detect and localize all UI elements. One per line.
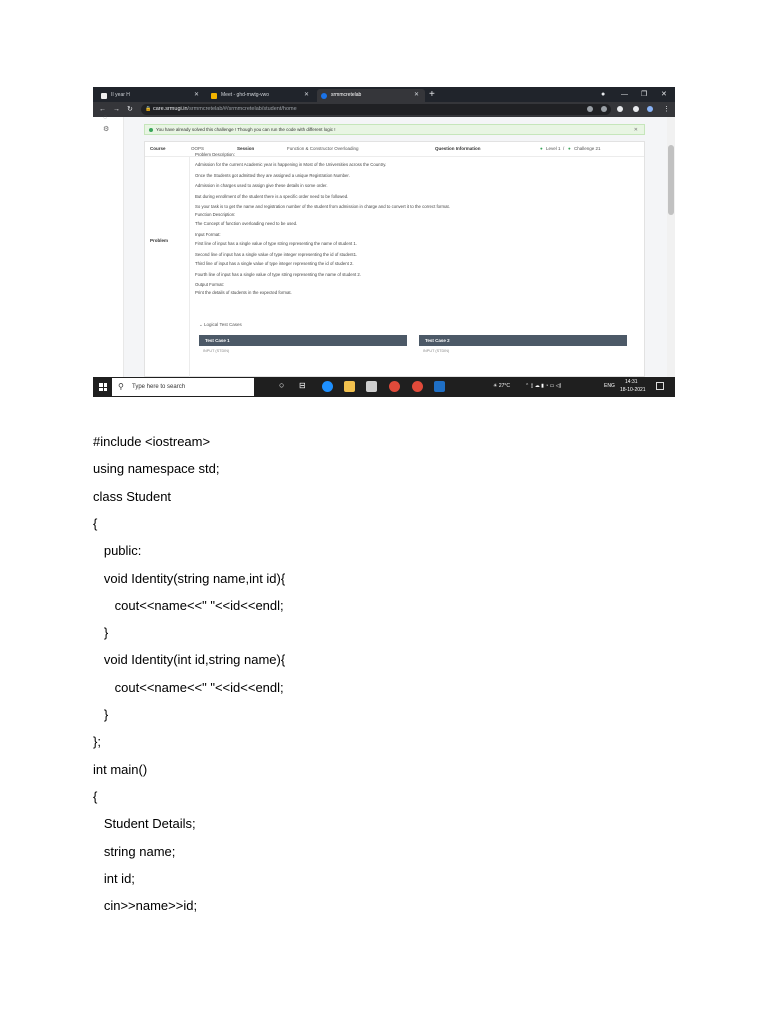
task-view-icon[interactable]: ⊟ bbox=[299, 381, 306, 390]
chrome-icon-2[interactable] bbox=[412, 381, 423, 392]
problem-line: Input Format: bbox=[195, 232, 221, 237]
meet-favicon-icon bbox=[211, 93, 217, 99]
profile-icon[interactable]: ● bbox=[601, 91, 606, 98]
problem-line: Once the Students got admitted they are assigned a unique Registration Number. bbox=[195, 173, 350, 178]
minimize-icon[interactable]: — bbox=[621, 91, 628, 98]
code-line: void Identity(int id,string name){ bbox=[93, 652, 286, 668]
store-icon[interactable] bbox=[366, 381, 377, 392]
code-line: int id; bbox=[93, 870, 135, 886]
tab-label: Meet - ghd-mwtg-vwo bbox=[221, 92, 270, 98]
problem-line: Admission for the current Academic year is happening in Most of the Universities across the Country. bbox=[195, 162, 387, 167]
key-icon[interactable] bbox=[587, 106, 593, 112]
challenge-value: Challenge 21 bbox=[574, 146, 601, 151]
back-icon[interactable]: ← bbox=[99, 106, 106, 113]
close-icon[interactable]: ✕ bbox=[303, 92, 309, 98]
problem-line: Output Format: bbox=[195, 282, 224, 287]
test-case-2-header[interactable]: Test Case 2 bbox=[419, 335, 627, 346]
menu-icon[interactable]: ⋮ bbox=[663, 106, 670, 113]
zoom-icon[interactable] bbox=[601, 106, 607, 112]
code-line: cout<<name<<" "<<id<<endl; bbox=[93, 597, 284, 613]
new-tab-icon[interactable]: + bbox=[429, 89, 435, 100]
code-line: class Student bbox=[93, 488, 172, 504]
problem-line: Third line of input has a single value of type integer representing the id of student 2. bbox=[195, 261, 354, 266]
problem-line: Function Description: bbox=[195, 212, 236, 217]
problem-line: Fourth line of input has a single value of type string representing the name of student 2. bbox=[195, 272, 362, 277]
tab-favicon-icon bbox=[321, 93, 327, 99]
code-line: void Identity(string name,int id){ bbox=[93, 570, 286, 586]
lock-icon: 🔒 bbox=[145, 106, 152, 112]
outlook-icon[interactable] bbox=[434, 381, 445, 392]
code-line: #include <iostream> bbox=[93, 434, 211, 449]
browser-tab[interactable] bbox=[207, 89, 315, 102]
code-line: } bbox=[93, 707, 109, 722]
problem-line: Second line of input has a single value of type integer representing the id of student1. bbox=[195, 252, 358, 257]
problem-line: Print the details of students in the expected format. bbox=[195, 290, 292, 295]
course-value: OOPS bbox=[191, 146, 205, 151]
url-host: care.srmugi.in bbox=[153, 106, 188, 112]
close-icon[interactable]: ✕ bbox=[633, 127, 638, 133]
tab-favicon-icon bbox=[101, 93, 107, 99]
embedded-screenshot bbox=[93, 87, 675, 397]
settings-icon[interactable]: ⚙ bbox=[103, 126, 110, 133]
problem-line: First line of input has a single value of type string representing the name of student 1. bbox=[195, 241, 357, 246]
close-window-icon[interactable]: ✕ bbox=[661, 91, 667, 98]
code-line: }; bbox=[93, 734, 101, 750]
question-info-label: Question Information bbox=[435, 146, 481, 151]
avatar[interactable] bbox=[647, 106, 653, 112]
check-icon bbox=[149, 128, 153, 132]
taskbar-search-box[interactable] bbox=[112, 378, 254, 396]
file-explorer-icon[interactable] bbox=[344, 381, 355, 392]
code-line: Student Details; bbox=[93, 816, 196, 832]
notification-icon[interactable] bbox=[656, 382, 664, 390]
challenge-dot-icon: ● bbox=[568, 146, 571, 151]
chrome-icon[interactable] bbox=[389, 381, 400, 392]
tray-icons[interactable]: ⌃ ▯ ☁ ▮ ◔ ▭ ◁) bbox=[525, 383, 562, 389]
code-line: { bbox=[93, 788, 98, 804]
code-line: cin>>name>>id; bbox=[93, 898, 198, 914]
level-value: Level 1 bbox=[546, 146, 561, 151]
test-case-1-input-label: INPUT (STDIN) bbox=[203, 349, 230, 353]
clock-icon[interactable]: ◌ bbox=[103, 114, 108, 121]
problem-line: Problem Description: bbox=[195, 152, 235, 157]
browser-tab[interactable] bbox=[97, 89, 205, 102]
page-scrollbar[interactable] bbox=[667, 117, 675, 377]
left-rail bbox=[93, 114, 124, 377]
clock-time[interactable]: 14:31 bbox=[625, 379, 638, 385]
logical-test-cases-toggle[interactable]: ⌄ Logical Test Cases bbox=[199, 322, 242, 327]
problem-label: Problem bbox=[150, 238, 169, 243]
language-indicator[interactable]: ENG bbox=[604, 383, 615, 389]
session-label: Session bbox=[237, 146, 255, 151]
temperature-text: 27°C bbox=[498, 383, 511, 389]
code-line: int main() bbox=[93, 761, 148, 777]
problem-line: But during enrollment of the student there is a specific order need to be followed. bbox=[195, 194, 349, 199]
search-icon: ⚲ bbox=[118, 382, 124, 391]
reload-icon[interactable]: ↻ bbox=[127, 106, 133, 113]
code-line: using namespace std; bbox=[93, 461, 220, 477]
windows-taskbar bbox=[93, 377, 675, 397]
code-line: public: bbox=[93, 543, 142, 559]
windows-start-icon[interactable] bbox=[99, 383, 107, 391]
url-path: /srmmcretelab/#/srmmcretelab/student/home bbox=[187, 106, 297, 112]
scrollbar-thumb[interactable] bbox=[668, 145, 674, 215]
maximize-icon[interactable]: ❐ bbox=[641, 91, 648, 98]
logical-test-cases-label: Logical Test Cases bbox=[204, 322, 242, 327]
star-icon[interactable] bbox=[617, 106, 623, 112]
close-icon[interactable]: ✕ bbox=[193, 92, 199, 98]
cortana-icon[interactable]: ○ bbox=[279, 380, 285, 390]
separator: / bbox=[563, 146, 565, 151]
search-placeholder: Type here to search bbox=[132, 384, 186, 390]
tab-label: II year H bbox=[111, 92, 130, 98]
browser-tab-active[interactable] bbox=[317, 89, 425, 102]
test-case-2-input-label: INPUT (STDIN) bbox=[423, 349, 450, 353]
column-divider bbox=[189, 156, 190, 378]
problem-line: So your task is to get the name and registration number of the student from admission in charge and to convert it to the correct format. bbox=[195, 204, 450, 209]
url-field[interactable] bbox=[141, 104, 611, 115]
close-icon[interactable]: ✕ bbox=[413, 92, 419, 98]
address-bar-row bbox=[93, 102, 675, 117]
code-line: } bbox=[93, 625, 109, 641]
problem-line: The Concept of function overloading need to be used. bbox=[195, 221, 298, 226]
forward-icon[interactable]: → bbox=[113, 106, 120, 113]
success-banner bbox=[144, 124, 645, 135]
weather-indicator[interactable]: ☀ 27°C bbox=[493, 383, 511, 389]
tab-label: srmmcretelab bbox=[331, 92, 362, 98]
success-message: You have already solved this challenge ! Though you can run the code with different logic ! bbox=[156, 127, 336, 132]
problem-line: Admission in charges used to assign give these details in some order. bbox=[195, 183, 328, 188]
clock-date[interactable]: 18-10-2021 bbox=[620, 387, 646, 393]
web-page bbox=[93, 114, 675, 377]
extensions-icon[interactable] bbox=[633, 106, 639, 112]
test-case-1-header[interactable]: Test Case 1 bbox=[199, 335, 407, 346]
edge-icon[interactable] bbox=[322, 381, 333, 392]
course-label: Course bbox=[150, 146, 166, 151]
code-line: { bbox=[93, 515, 98, 531]
session-value: Function & Constructor Overloading bbox=[287, 146, 359, 151]
question-card bbox=[144, 141, 645, 377]
code-line: string name; bbox=[93, 843, 176, 859]
level-dot-icon: ● bbox=[540, 146, 543, 151]
code-line: cout<<name<<" "<<id<<endl; bbox=[93, 679, 284, 695]
browser-tab-bar bbox=[93, 87, 675, 102]
